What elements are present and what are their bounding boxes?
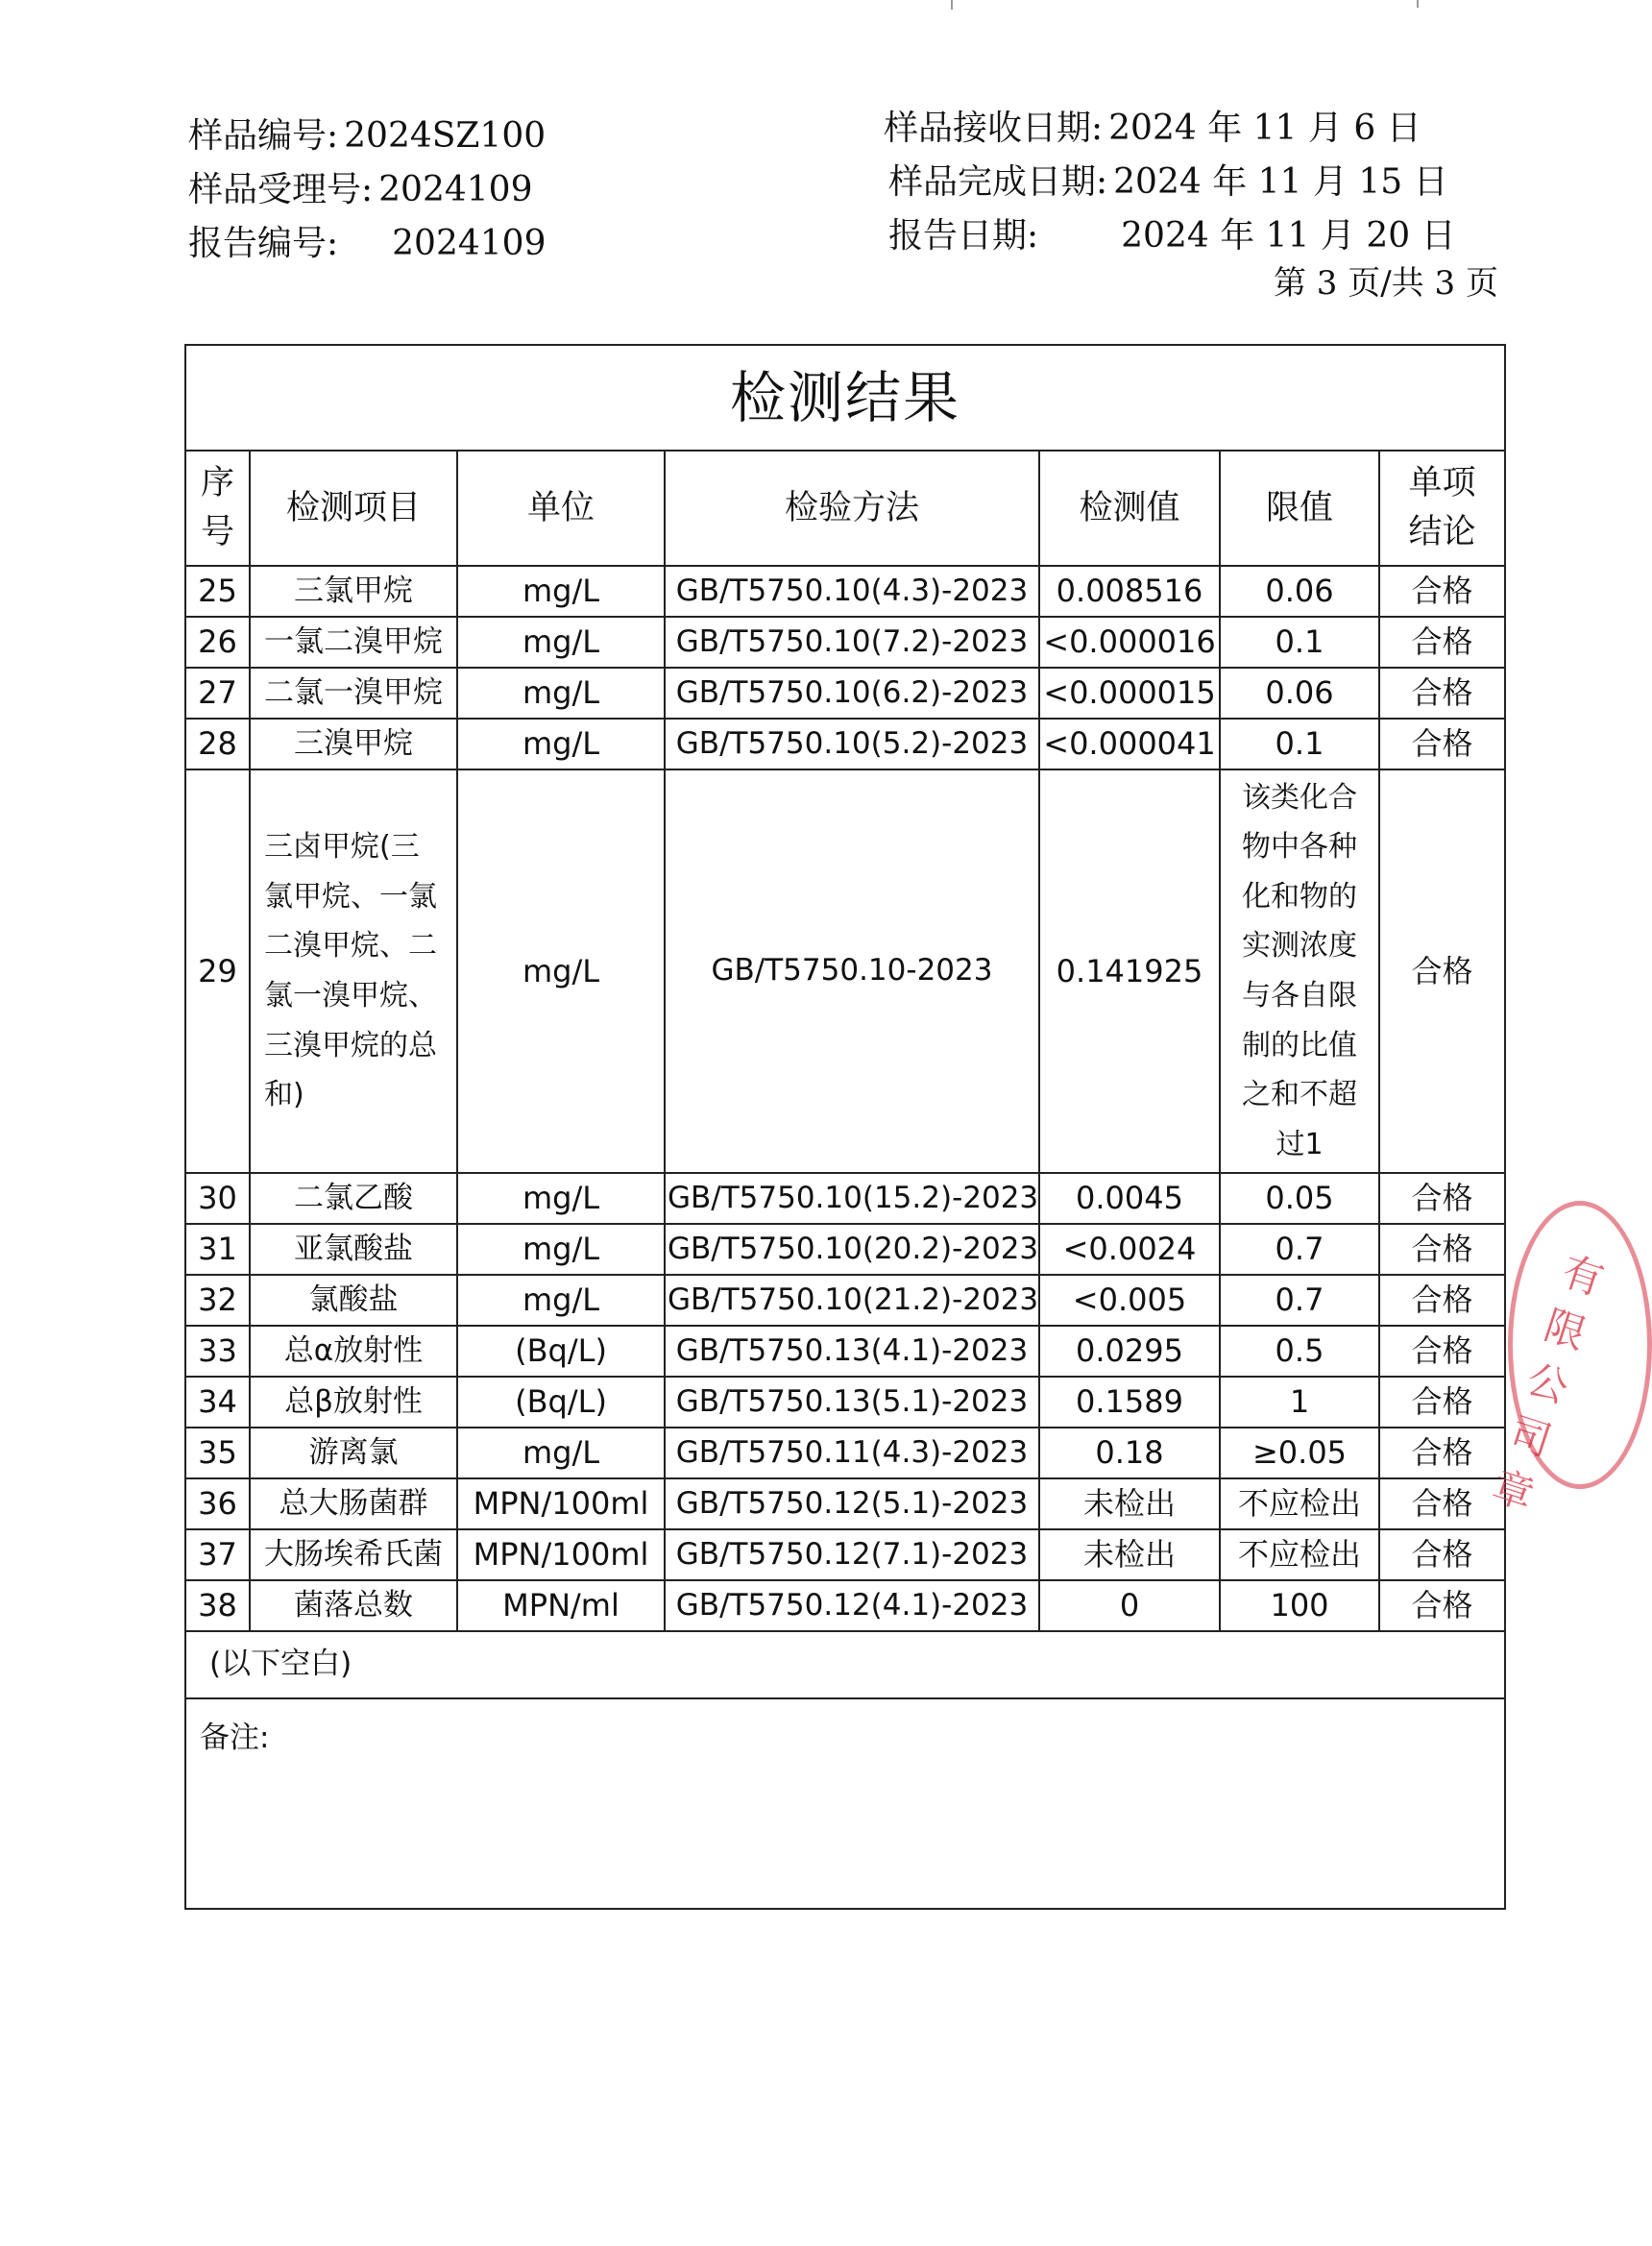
cell-unit: mg/L — [457, 566, 665, 617]
cell-unit: mg/L — [457, 617, 665, 668]
remark-row — [186, 1698, 1504, 1908]
cell-limit: 0.06 — [1220, 668, 1379, 719]
blank-note-row — [186, 1631, 1504, 1698]
table-row — [186, 1377, 1504, 1428]
cell-unit: mg/L — [457, 1428, 665, 1478]
report-number-label: 报告编号: — [188, 224, 339, 263]
cell-unit: MPN/100ml — [457, 1478, 665, 1529]
cell-limit: 0.5 — [1220, 1326, 1379, 1377]
report-date-label: 报告日期: — [888, 216, 1039, 256]
cell-limit: 0.06 — [1220, 566, 1379, 617]
cell-method: GB/T5750.13(4.1)-2023 — [665, 1326, 1039, 1377]
col-header-conclusion: 单项结论 — [1379, 452, 1504, 566]
cell-limit: 0.1 — [1220, 719, 1379, 769]
col-header-unit: 单位 — [457, 452, 665, 566]
cell-seq: 30 — [186, 1173, 250, 1224]
cell-conclusion: 合格 — [1379, 1377, 1504, 1428]
cell-method: GB/T5750.12(4.1)-2023 — [665, 1580, 1039, 1631]
cell-item: 游离氯 — [250, 1428, 457, 1478]
cell-unit: mg/L — [457, 1224, 665, 1275]
report-date-value: 2024 年 11 月 20 日 — [1121, 216, 1456, 256]
cell-unit: mg/L — [457, 1173, 665, 1224]
cell-seq: 38 — [186, 1580, 250, 1631]
complete-date-label: 样品完成日期: — [888, 162, 1108, 202]
results-report — [184, 344, 1506, 1910]
cell-value: <0.0024 — [1039, 1224, 1220, 1275]
cell-seq: 35 — [186, 1428, 250, 1478]
table-row — [186, 1326, 1504, 1377]
cell-value: 0.0045 — [1039, 1173, 1220, 1224]
cell-limit: 该类化合物中各种化和物的实测浓度与各自限制的比值之和不超过1 — [1220, 769, 1379, 1173]
sample-number-value: 2024SZ100 — [344, 116, 547, 156]
cell-conclusion: 合格 — [1379, 1224, 1504, 1275]
table-row — [186, 1529, 1504, 1580]
cell-item: 二氯乙酸 — [250, 1173, 457, 1224]
table-row — [186, 566, 1504, 617]
cell-seq: 31 — [186, 1224, 250, 1275]
cell-unit: mg/L — [457, 668, 665, 719]
cell-value: <0.000016 — [1039, 617, 1220, 668]
cell-unit: mg/L — [457, 1275, 665, 1326]
cell-item: 大肠埃希氏菌 — [250, 1529, 457, 1580]
table-header-row — [186, 452, 1504, 566]
cell-method: GB/T5750.10(5.2)-2023 — [665, 719, 1039, 769]
cell-item: 三卤甲烷(三氯甲烷、一氯二溴甲烷、二氯一溴甲烷、三溴甲烷的总和) — [250, 769, 457, 1173]
cell-seq: 32 — [186, 1275, 250, 1326]
cell-unit: (Bq/L) — [457, 1377, 665, 1428]
table-row — [186, 1275, 1504, 1326]
cell-seq: 37 — [186, 1529, 250, 1580]
cell-value: <0.000041 — [1039, 719, 1220, 769]
cell-method: GB/T5750.10(6.2)-2023 — [665, 668, 1039, 719]
cell-method: GB/T5750.10(20.2)-2023 — [665, 1224, 1039, 1275]
results-table — [186, 452, 1504, 1908]
cell-value: 未检出 — [1039, 1478, 1220, 1529]
cell-conclusion: 合格 — [1379, 566, 1504, 617]
cell-seq: 26 — [186, 617, 250, 668]
acceptance-number — [188, 170, 533, 209]
cell-seq: 29 — [186, 769, 250, 1173]
page-indicator: 第 3 页/共 3 页 — [1274, 264, 1498, 303]
table-row — [186, 1478, 1504, 1529]
cell-value: <0.000015 — [1039, 668, 1220, 719]
table-row — [186, 1173, 1504, 1224]
cell-item: 一氯二溴甲烷 — [250, 617, 457, 668]
cell-method: GB/T5750.12(5.1)-2023 — [665, 1478, 1039, 1529]
cell-conclusion: 合格 — [1379, 1326, 1504, 1377]
cell-conclusion: 合格 — [1379, 1529, 1504, 1580]
cell-item: 氯酸盐 — [250, 1275, 457, 1326]
cell-seq: 27 — [186, 668, 250, 719]
cell-item: 三溴甲烷 — [250, 719, 457, 769]
report-number — [188, 224, 547, 263]
cell-value: 未检出 — [1039, 1529, 1220, 1580]
cell-item: 总β放射性 — [250, 1377, 457, 1428]
cell-conclusion: 合格 — [1379, 1580, 1504, 1631]
cell-value: <0.005 — [1039, 1275, 1220, 1326]
cell-unit: MPN/100ml — [457, 1529, 665, 1580]
col-header-item: 检测项目 — [250, 452, 457, 566]
cell-limit: 0.7 — [1220, 1224, 1379, 1275]
cell-method: GB/T5750.12(7.1)-2023 — [665, 1529, 1039, 1580]
cell-method: GB/T5750.11(4.3)-2023 — [665, 1428, 1039, 1478]
scan-mark — [951, 0, 953, 10]
scan-mark — [1417, 0, 1419, 8]
cell-item: 总大肠菌群 — [250, 1478, 457, 1529]
cell-limit: 1 — [1220, 1377, 1379, 1428]
sample-number — [188, 116, 547, 156]
company-seal-text: 有限公司章 — [1486, 1247, 1610, 1520]
cell-item: 菌落总数 — [250, 1580, 457, 1631]
cell-limit: 0.1 — [1220, 617, 1379, 668]
cell-limit: ≥0.05 — [1220, 1428, 1379, 1478]
receive-date — [884, 111, 1421, 146]
cell-limit: 0.7 — [1220, 1275, 1379, 1326]
cell-method: GB/T5750.10(15.2)-2023 — [665, 1173, 1039, 1224]
cell-method: GB/T5750.10-2023 — [665, 769, 1039, 1173]
table-row — [186, 769, 1504, 1173]
cell-value: 0.008516 — [1039, 566, 1220, 617]
acceptance-number-value: 2024109 — [378, 170, 533, 209]
table-row — [186, 1428, 1504, 1478]
report-date — [888, 216, 1456, 256]
cell-conclusion: 合格 — [1379, 1275, 1504, 1326]
col-header-limit: 限值 — [1220, 452, 1379, 566]
cell-value: 0.18 — [1039, 1428, 1220, 1478]
cell-value: 0.0295 — [1039, 1326, 1220, 1377]
cell-limit: 100 — [1220, 1580, 1379, 1631]
cell-conclusion: 合格 — [1379, 769, 1504, 1173]
table-row — [186, 1580, 1504, 1631]
complete-date — [888, 162, 1448, 202]
acceptance-number-label: 样品受理号: — [188, 170, 374, 209]
cell-seq: 25 — [186, 566, 250, 617]
col-header-seq: 序号 — [186, 452, 250, 566]
report-number-value: 2024109 — [392, 224, 547, 263]
remark-label: 备注: — [186, 1698, 1504, 1908]
cell-unit: MPN/ml — [457, 1580, 665, 1631]
cell-seq: 33 — [186, 1326, 250, 1377]
cell-item: 亚氯酸盐 — [250, 1224, 457, 1275]
receive-date-value: 2024 年 11 月 6 日 — [1108, 109, 1421, 148]
cell-limit: 0.05 — [1220, 1173, 1379, 1224]
cell-unit: mg/L — [457, 719, 665, 769]
cell-unit: (Bq/L) — [457, 1326, 665, 1377]
blank-note: (以下空白) — [186, 1631, 1504, 1698]
cell-conclusion: 合格 — [1379, 1428, 1504, 1478]
complete-date-value: 2024 年 11 月 15 日 — [1113, 162, 1448, 202]
cell-value: 0.1589 — [1039, 1377, 1220, 1428]
table-row — [186, 617, 1504, 668]
cell-conclusion: 合格 — [1379, 668, 1504, 719]
cell-item: 三氯甲烷 — [250, 566, 457, 617]
cell-limit: 不应检出 — [1220, 1478, 1379, 1529]
cell-item: 二氯一溴甲烷 — [250, 668, 457, 719]
cell-seq: 28 — [186, 719, 250, 769]
table-row — [186, 668, 1504, 719]
cell-method: GB/T5750.10(4.3)-2023 — [665, 566, 1039, 617]
cell-conclusion: 合格 — [1379, 719, 1504, 769]
cell-seq: 36 — [186, 1478, 250, 1529]
sample-number-label: 样品编号: — [188, 116, 339, 156]
cell-conclusion: 合格 — [1379, 617, 1504, 668]
cell-limit: 不应检出 — [1220, 1529, 1379, 1580]
report-title: 检测结果 — [186, 346, 1504, 452]
cell-method: GB/T5750.10(7.2)-2023 — [665, 617, 1039, 668]
col-header-value: 检测值 — [1039, 452, 1220, 566]
cell-value: 0.141925 — [1039, 769, 1220, 1173]
cell-conclusion: 合格 — [1379, 1173, 1504, 1224]
cell-method: GB/T5750.10(21.2)-2023 — [665, 1275, 1039, 1326]
cell-method: GB/T5750.13(5.1)-2023 — [665, 1377, 1039, 1428]
table-row — [186, 1224, 1504, 1275]
cell-seq: 34 — [186, 1377, 250, 1428]
cell-unit: mg/L — [457, 769, 665, 1173]
col-header-method: 检验方法 — [665, 452, 1039, 566]
cell-item: 总α放射性 — [250, 1326, 457, 1377]
table-row — [186, 719, 1504, 769]
receive-date-label: 样品接收日期: — [884, 109, 1104, 148]
cell-value: 0 — [1039, 1580, 1220, 1631]
cell-conclusion: 合格 — [1379, 1478, 1504, 1529]
